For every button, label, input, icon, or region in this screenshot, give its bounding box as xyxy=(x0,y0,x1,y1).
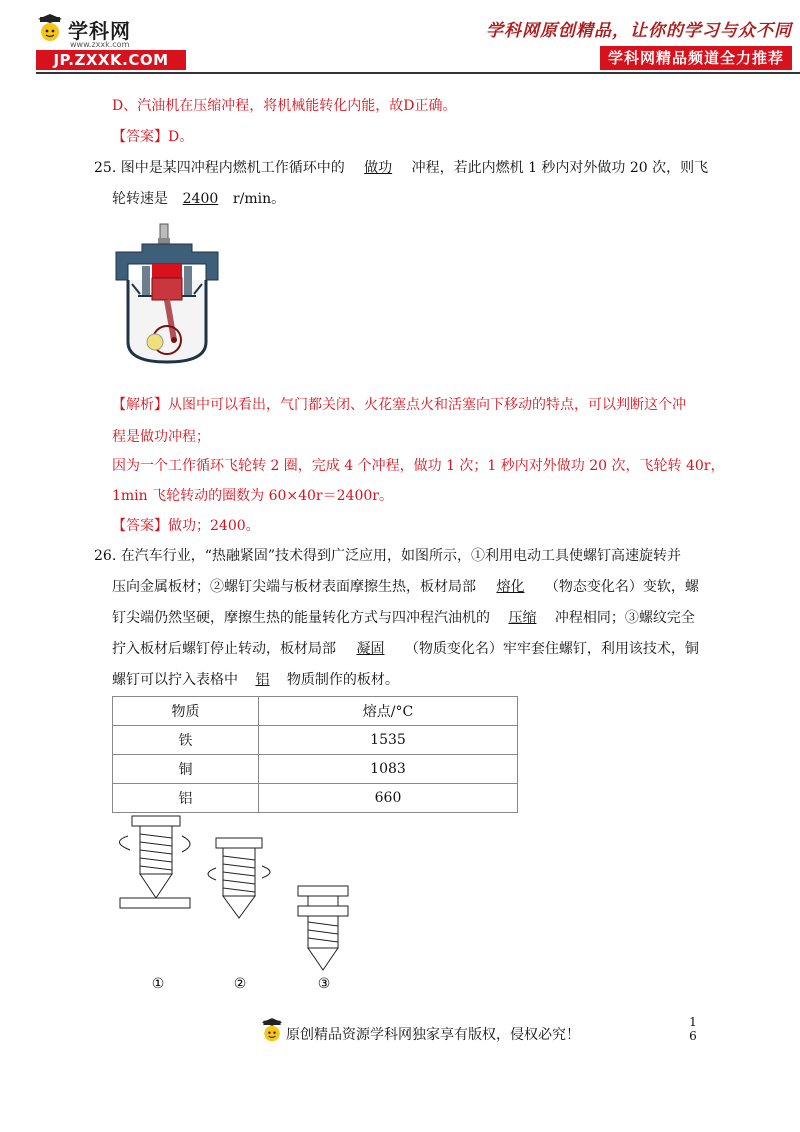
q24-option-d: D、汽油机在压缩冲程，将机械能转化内能，故D正确。 xyxy=(112,98,457,114)
page-number xyxy=(688,1015,698,1043)
q26-line3-b: 冲程相同；③螺纹完全 xyxy=(554,610,695,626)
logo-name: 学科网 xyxy=(68,18,131,43)
table-header-cell: 熔点/°C xyxy=(259,697,518,726)
q25-analysis-1: 【解析】从图中可以看出，气门都关闭、火花塞点火和活塞向下移动的特点，可以判断这个冲 xyxy=(112,397,686,413)
q25-answer: 【答案】做功；2400。 xyxy=(112,518,260,534)
q26-line3 xyxy=(112,608,695,628)
table-row xyxy=(113,726,518,755)
q26-line4-a: 拧入板材后螺钉停止转动，板材局部 xyxy=(112,641,336,657)
mascot-icon xyxy=(36,14,64,44)
q26-line2 xyxy=(112,577,699,597)
table-cell: 铝 xyxy=(113,784,259,813)
footer-copyright: 原创精品资源学科网独家享有版权，侵权必究！ xyxy=(286,1027,580,1043)
q24-answer: 【答案】D。 xyxy=(112,129,194,145)
figure-label-1: ① xyxy=(151,976,165,992)
q26-line2-b: （物态变化名）变软，螺 xyxy=(544,579,699,595)
figure-label-3: ③ xyxy=(317,976,331,992)
q26-blank-solidify: 凝固 xyxy=(356,641,385,657)
header-divider xyxy=(36,72,800,74)
q25-stem-line1 xyxy=(94,158,708,178)
q25-blank-stroke: 做功 xyxy=(364,160,393,176)
figure-label-2: ② xyxy=(233,976,247,992)
footer-mascot-icon xyxy=(260,1016,284,1046)
q26-blank-material: 铝 xyxy=(255,672,270,688)
table-cell: 660 xyxy=(259,784,518,813)
page-number-top: 1 xyxy=(689,1015,697,1029)
screw-process-figure xyxy=(112,812,362,997)
table-row xyxy=(113,755,518,784)
header-channel-banner: 学科网精品频道全力推荐 xyxy=(600,46,792,70)
q26-line3-a: 钉尖端仍然坚硬，摩擦生热的能量转化方式与四冲程汽油机的 xyxy=(112,610,490,626)
q25-stem-d: r/min。 xyxy=(232,191,286,207)
q26-blank-compression: 压缩 xyxy=(508,610,537,626)
logo-url-small: www.zxxk.com xyxy=(70,40,130,49)
header-slogan: 学科网原创精品，让你的学习与众不同 xyxy=(486,21,792,41)
melting-point-table xyxy=(112,696,518,813)
q26-line4 xyxy=(112,639,699,659)
page-header xyxy=(0,0,800,82)
screw-step3-drawing xyxy=(298,886,348,970)
table-header-cell: 物质 xyxy=(113,697,259,726)
q25-stem-c: 轮转速是 xyxy=(112,191,168,207)
zxxk-logo xyxy=(36,14,186,72)
q25-stem-line2 xyxy=(112,189,285,209)
q25-stem-b: 冲程，若此内燃机 1 秒内对外做功 20 次，则飞 xyxy=(411,160,709,176)
q26-line4-b: （物质变化名）牢牢套住螺钉，利用该技术，铜 xyxy=(404,641,699,657)
logo-band: JP.ZXXK.COM xyxy=(36,50,186,70)
q26-line1: 26. 在汽车行业，“热融紧固”技术得到广泛应用，如图所示，①利用电动工具使螺钉高速旋转并 xyxy=(94,548,682,564)
screw-step1-drawing xyxy=(119,816,190,908)
screw-step2-drawing xyxy=(208,838,270,918)
table-cell: 1535 xyxy=(259,726,518,755)
q25-analysis-4: 1min 飞轮转动的圈数为 60×40r＝2400r。 xyxy=(112,488,393,504)
table-header-row xyxy=(113,697,518,726)
q26-line5-b: 物质制作的板材。 xyxy=(286,672,399,688)
table-row xyxy=(113,784,518,813)
q26-line2-a: 压向金属板材；②螺钉尖端与板材表面摩擦生热，板材局部 xyxy=(112,579,476,595)
q25-stem-a: 25. 图中是某四冲程内燃机工作循环中的 xyxy=(94,160,345,176)
q26-blank-melting: 熔化 xyxy=(496,579,525,595)
page-number-bottom: 6 xyxy=(689,1029,697,1043)
engine-cylinder-figure xyxy=(112,222,222,367)
table-cell: 铁 xyxy=(113,726,259,755)
table-cell: 铜 xyxy=(113,755,259,784)
q25-blank-speed: 2400 xyxy=(182,191,219,207)
q26-line5-a: 螺钉可以拧入表格中 xyxy=(112,672,238,688)
table-cell: 1083 xyxy=(259,755,518,784)
q26-line5 xyxy=(112,670,399,690)
q25-analysis-3: 因为一个工作循环飞轮转 2 圈，完成 4 个冲程，做功 1 次；1 秒内对外做功 20 次，飞轮转 40r， xyxy=(112,458,725,474)
q25-analysis-2: 程是做功冲程； xyxy=(112,429,210,445)
